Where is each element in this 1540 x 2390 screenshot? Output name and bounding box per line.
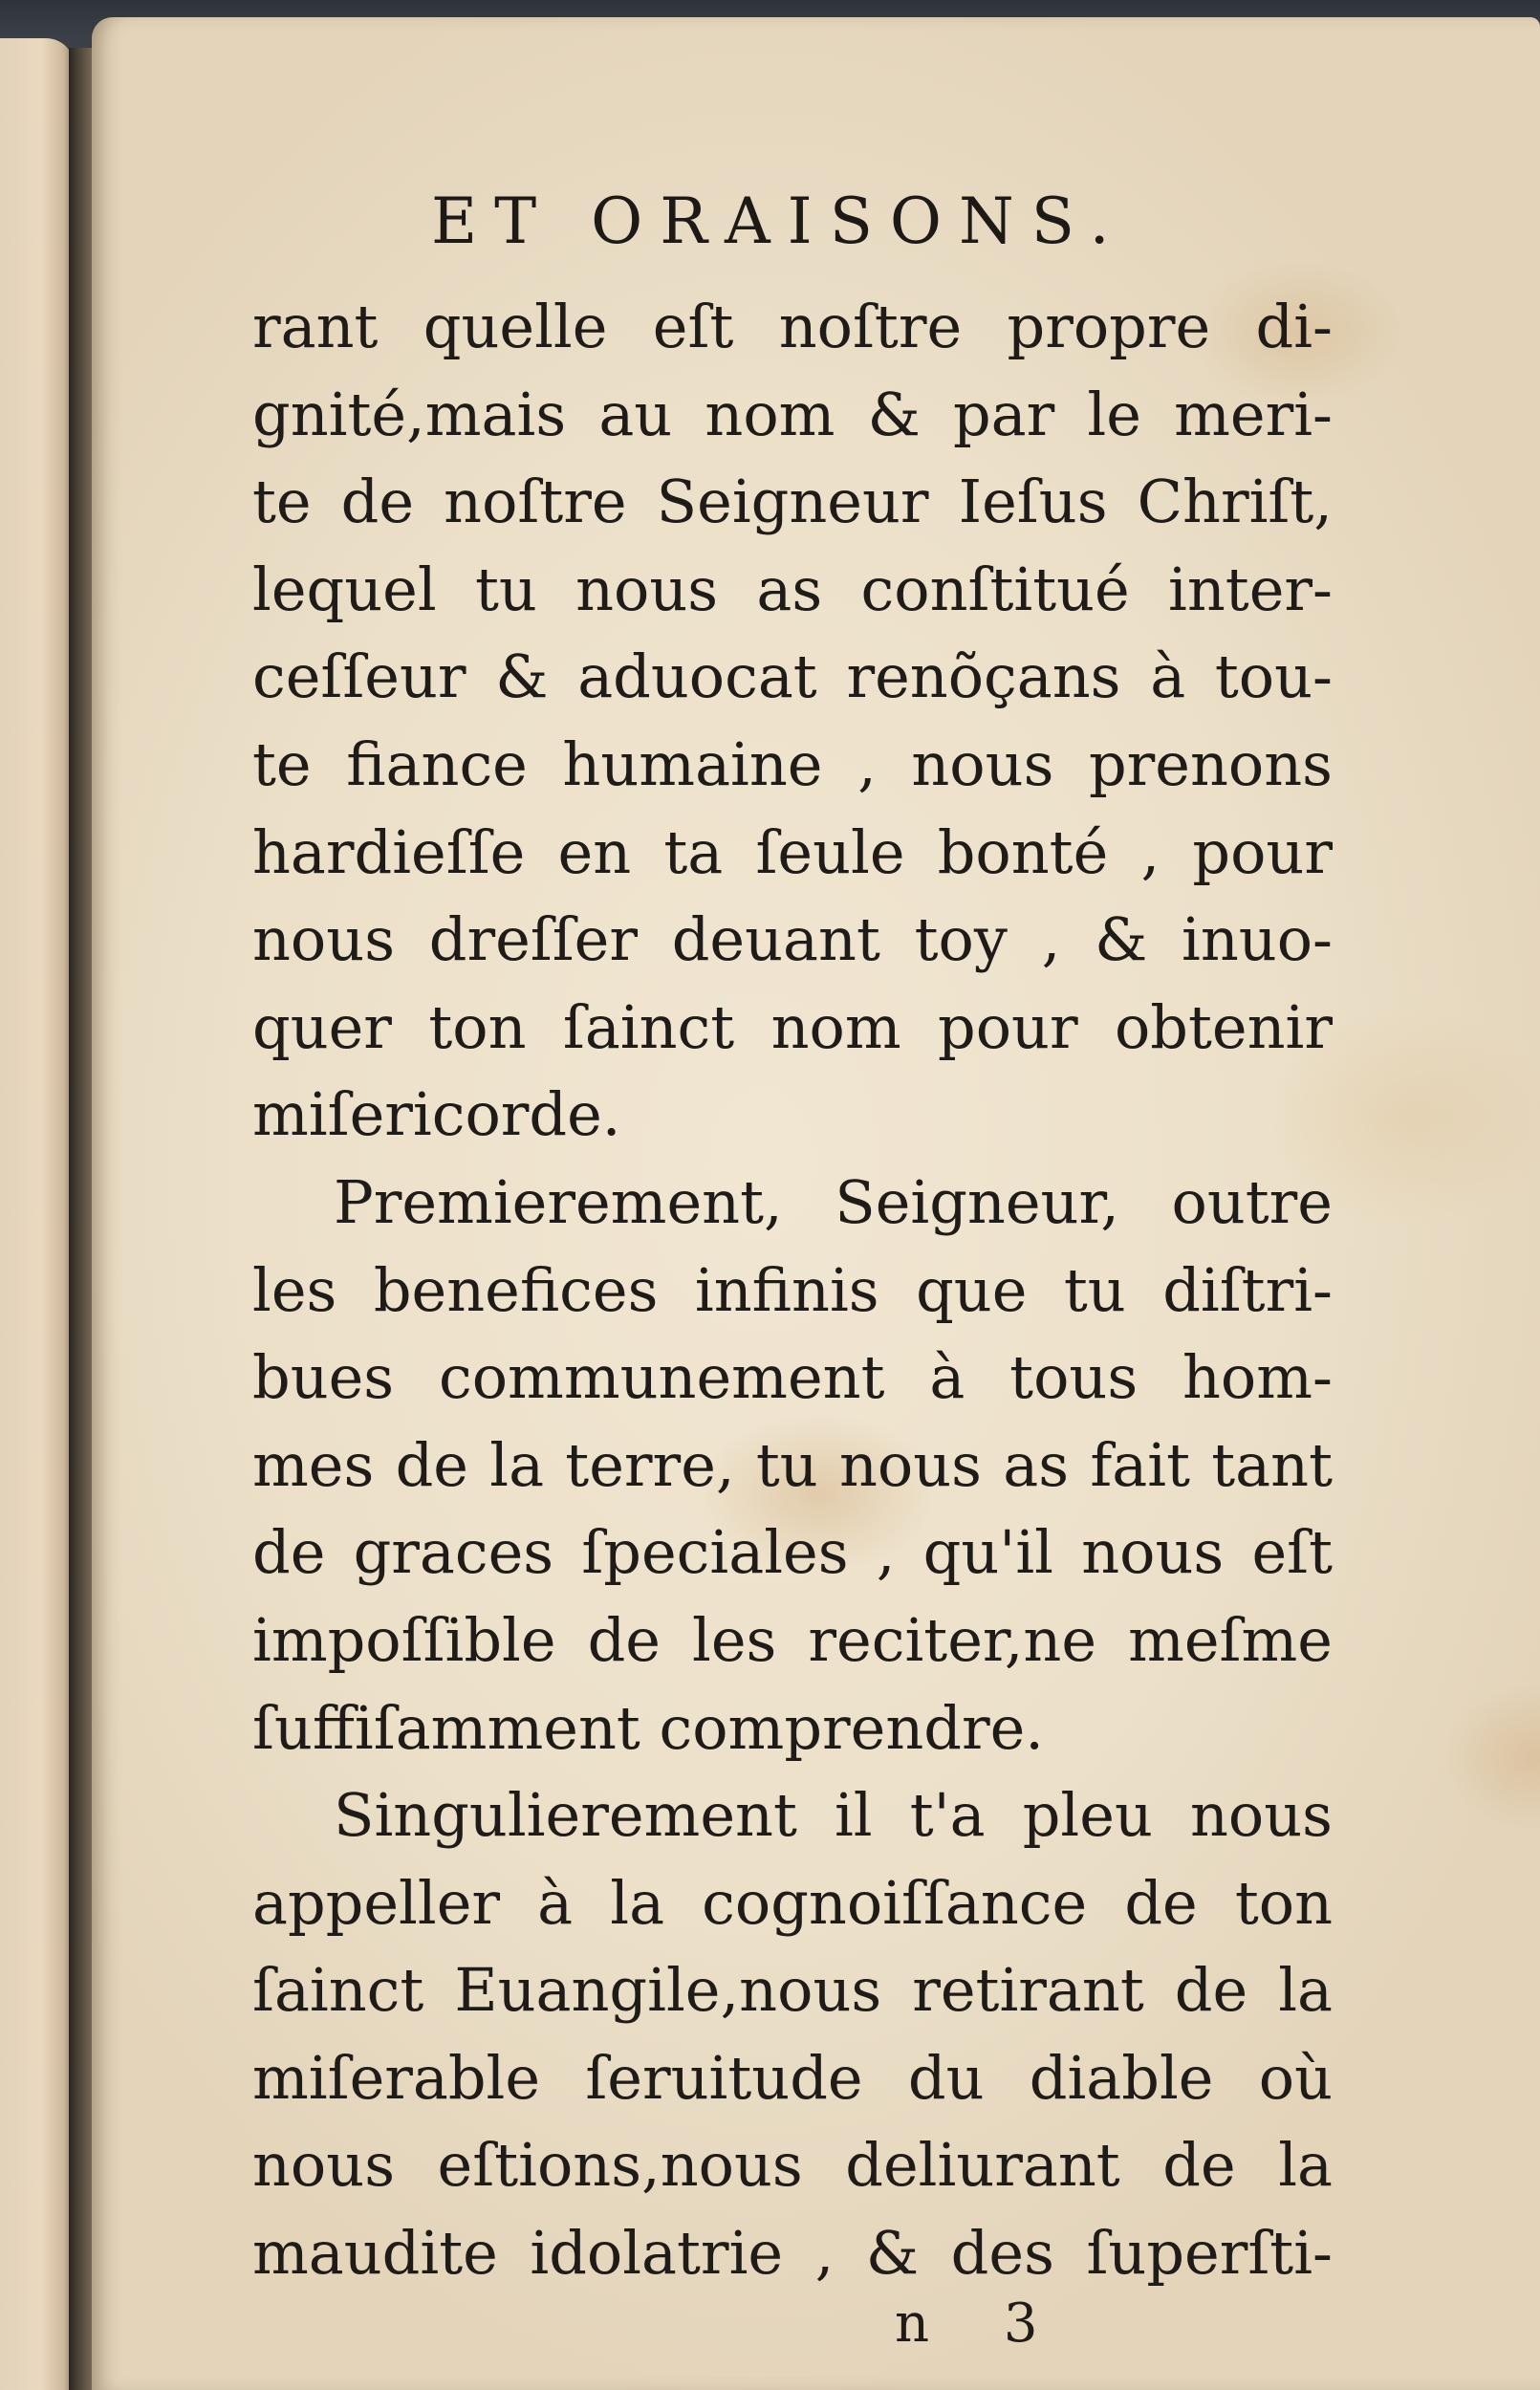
- text-line: appeller à la cognoiſſance de ton: [252, 1867, 1333, 1938]
- text-line: miſerable ſeruitude du diable où: [252, 2042, 1333, 2113]
- text-line: lequel tu nous as conſtitué inter-: [252, 554, 1333, 624]
- text-line: rant quelle eſt noſtre propre di-: [252, 292, 1333, 361]
- page-body-text: [252, 283, 1333, 2297]
- running-title: ET ORAISONS.: [431, 185, 1127, 258]
- text-line: Premierement, Seigneur, outre: [334, 1166, 1333, 1237]
- signature-mark: n 3: [895, 2292, 1067, 2355]
- text-line: ſainct Euangile,nous retirant de la: [252, 1955, 1333, 2026]
- text-line: gnité,mais au nom & par le meri-: [252, 379, 1333, 449]
- book-page: [92, 17, 1540, 2390]
- book-gutter: [69, 48, 94, 2390]
- text-line: nous dreſſer deuant toy , & inuo-: [252, 904, 1333, 975]
- text-line: maudite idolatrie , & des ſuperſti-: [252, 2218, 1333, 2289]
- text-line: bues communement à tous hom-: [252, 1342, 1333, 1413]
- text-line: miſericorde.: [252, 1079, 621, 1150]
- text-line: Singulierement il t'a pleu nous: [334, 1780, 1333, 1851]
- text-line: mes de la terre, tu nous as fait tant: [252, 1429, 1333, 1500]
- text-line: ceſſeur & aduocat renõçans à tou-: [252, 641, 1333, 712]
- text-line: les benefices infinis que tu diſtri-: [252, 1254, 1333, 1325]
- text-line: nous eſtions,nous deliurant de la: [252, 2130, 1333, 2201]
- text-line: impoſſible de les reciter,ne meſme: [252, 1604, 1333, 1675]
- text-line: de graces ſpeciales , qu'il nous eſt: [252, 1517, 1333, 1588]
- text-line: te fiance humaine , nous prenons: [252, 728, 1333, 799]
- text-line: quer ton ſainct nom pour obtenir: [252, 991, 1333, 1062]
- text-line: hardieſſe en ta ſeule bonté , pour: [252, 816, 1333, 887]
- text-line: te de noſtre Seigneur Ieſus Chriſt,: [252, 467, 1333, 537]
- previous-page-edge: [0, 38, 75, 2390]
- text-line: ſuffiſamment comprendre.: [252, 1692, 1045, 1763]
